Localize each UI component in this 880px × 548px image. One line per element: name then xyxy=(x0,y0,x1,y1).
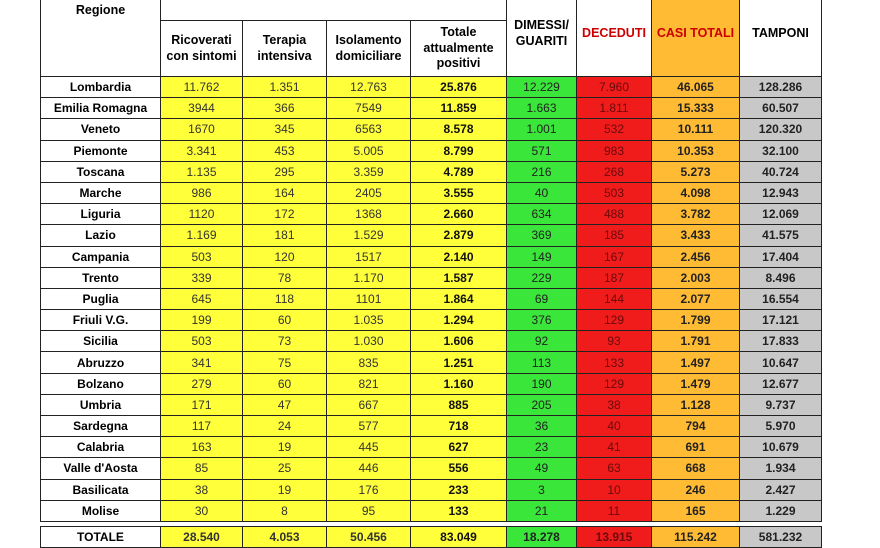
cell-home-isolation: 445 xyxy=(327,437,411,458)
cell-total-cases: 1.128 xyxy=(652,394,740,415)
cell-recovered: 634 xyxy=(507,204,577,225)
cell-home-isolation: 1517 xyxy=(327,246,411,267)
cell-region: Calabria xyxy=(41,437,161,458)
cell-region: Trento xyxy=(41,267,161,288)
cell-recovered: 229 xyxy=(507,267,577,288)
cell-tests: 17.833 xyxy=(740,331,822,352)
cell-region: Umbria xyxy=(41,394,161,415)
cell-recovered: 23 xyxy=(507,437,577,458)
cell-hospitalized: 199 xyxy=(161,310,243,331)
cell-currently-positive: 627 xyxy=(411,437,507,458)
cell-intensive-care: 295 xyxy=(243,161,327,182)
cell-region: Bolzano xyxy=(41,373,161,394)
cell-currently-positive: 3.555 xyxy=(411,182,507,203)
total-total-cases: 115.242 xyxy=(652,526,740,547)
cell-recovered: 149 xyxy=(507,246,577,267)
cell-tests: 1.229 xyxy=(740,500,822,521)
cell-intensive-care: 47 xyxy=(243,394,327,415)
table-row xyxy=(41,331,822,352)
cell-region: Sardegna xyxy=(41,416,161,437)
table-row xyxy=(41,77,822,98)
cell-intensive-care: 164 xyxy=(243,182,327,203)
cell-region: Abruzzo xyxy=(41,352,161,373)
cell-deaths: 129 xyxy=(577,310,652,331)
cell-region: Marche xyxy=(41,182,161,203)
cell-home-isolation: 176 xyxy=(327,479,411,500)
cell-region: Sicilia xyxy=(41,331,161,352)
cell-total-cases: 46.065 xyxy=(652,77,740,98)
cell-currently-positive: 8.578 xyxy=(411,119,507,140)
table-row xyxy=(41,373,822,394)
cell-total-cases: 2.077 xyxy=(652,288,740,309)
table-row xyxy=(41,352,822,373)
total-currently-positive: 83.049 xyxy=(411,526,507,547)
cell-recovered: 1.001 xyxy=(507,119,577,140)
cell-recovered: 12.229 xyxy=(507,77,577,98)
cell-deaths: 7.960 xyxy=(577,77,652,98)
cell-intensive-care: 60 xyxy=(243,373,327,394)
table-row xyxy=(41,394,822,415)
table-row xyxy=(41,98,822,119)
cell-total-cases: 668 xyxy=(652,458,740,479)
cell-recovered: 21 xyxy=(507,500,577,521)
cell-currently-positive: 1.864 xyxy=(411,288,507,309)
cell-total-cases: 246 xyxy=(652,479,740,500)
cell-tests: 60.507 xyxy=(740,98,822,119)
table-row xyxy=(41,479,822,500)
cell-deaths: 983 xyxy=(577,140,652,161)
cell-region: Lombardia xyxy=(41,77,161,98)
cell-hospitalized: 171 xyxy=(161,394,243,415)
cell-total-cases: 5.273 xyxy=(652,161,740,182)
cell-hospitalized: 1.169 xyxy=(161,225,243,246)
cell-total-cases: 2.003 xyxy=(652,267,740,288)
col-header-total-cases: CASI TOTALI xyxy=(652,0,740,77)
cell-recovered: 113 xyxy=(507,352,577,373)
cell-tests: 5.970 xyxy=(740,416,822,437)
total-hospitalized: 28.540 xyxy=(161,526,243,547)
cell-recovered: 3 xyxy=(507,479,577,500)
cell-region: Campania xyxy=(41,246,161,267)
table-row xyxy=(41,161,822,182)
cell-hospitalized: 1670 xyxy=(161,119,243,140)
cell-intensive-care: 25 xyxy=(243,458,327,479)
cell-recovered: 216 xyxy=(507,161,577,182)
cell-recovered: 69 xyxy=(507,288,577,309)
cell-total-cases: 15.333 xyxy=(652,98,740,119)
cell-hospitalized: 339 xyxy=(161,267,243,288)
cell-home-isolation: 1.030 xyxy=(327,331,411,352)
cell-deaths: 503 xyxy=(577,182,652,203)
table-row xyxy=(41,182,822,203)
total-home-isolation: 50.456 xyxy=(327,526,411,547)
cell-recovered: 1.663 xyxy=(507,98,577,119)
table-row xyxy=(41,119,822,140)
table-row xyxy=(41,204,822,225)
cell-intensive-care: 73 xyxy=(243,331,327,352)
cell-deaths: 93 xyxy=(577,331,652,352)
total-deaths: 13.915 xyxy=(577,526,652,547)
cell-deaths: 129 xyxy=(577,373,652,394)
col-header-recovered: DIMESSI/ GUARITI xyxy=(507,0,577,77)
cell-intensive-care: 78 xyxy=(243,267,327,288)
cell-intensive-care: 366 xyxy=(243,98,327,119)
col-header-deaths: DECEDUTI xyxy=(577,0,652,77)
cell-intensive-care: 19 xyxy=(243,479,327,500)
cell-recovered: 92 xyxy=(507,331,577,352)
cell-tests: 12.677 xyxy=(740,373,822,394)
col-header-hospitalized: Ricoverati con sintomi xyxy=(161,21,243,77)
cell-region: Lazio xyxy=(41,225,161,246)
cell-deaths: 11 xyxy=(577,500,652,521)
cell-region: Friuli V.G. xyxy=(41,310,161,331)
cell-total-cases: 3.433 xyxy=(652,225,740,246)
cell-deaths: 268 xyxy=(577,161,652,182)
cell-total-cases: 2.456 xyxy=(652,246,740,267)
total-tests: 581.232 xyxy=(740,526,822,547)
cell-tests: 12.069 xyxy=(740,204,822,225)
cell-total-cases: 1.799 xyxy=(652,310,740,331)
cell-region: Basilicata xyxy=(41,479,161,500)
cell-home-isolation: 6563 xyxy=(327,119,411,140)
cell-hospitalized: 3944 xyxy=(161,98,243,119)
table-row xyxy=(41,140,822,161)
total-recovered: 18.278 xyxy=(507,526,577,547)
cell-tests: 10.647 xyxy=(740,352,822,373)
cell-home-isolation: 446 xyxy=(327,458,411,479)
cell-recovered: 571 xyxy=(507,140,577,161)
cell-tests: 2.427 xyxy=(740,479,822,500)
cell-intensive-care: 19 xyxy=(243,437,327,458)
cell-home-isolation: 3.359 xyxy=(327,161,411,182)
cell-hospitalized: 30 xyxy=(161,500,243,521)
cell-home-isolation: 12.763 xyxy=(327,77,411,98)
cell-recovered: 376 xyxy=(507,310,577,331)
cell-tests: 12.943 xyxy=(740,182,822,203)
col-header-region: Regione xyxy=(41,0,161,77)
total-region: TOTALE xyxy=(41,526,161,547)
table-header xyxy=(41,0,822,77)
cell-tests: 1.934 xyxy=(740,458,822,479)
cell-hospitalized: 11.762 xyxy=(161,77,243,98)
cell-region: Liguria xyxy=(41,204,161,225)
cell-deaths: 144 xyxy=(577,288,652,309)
cell-intensive-care: 120 xyxy=(243,246,327,267)
col-header-home-isolation: Isolamento domiciliare xyxy=(327,21,411,77)
cell-total-cases: 794 xyxy=(652,416,740,437)
cell-hospitalized: 38 xyxy=(161,479,243,500)
cell-home-isolation: 1.035 xyxy=(327,310,411,331)
cell-recovered: 190 xyxy=(507,373,577,394)
cell-hospitalized: 341 xyxy=(161,352,243,373)
cell-intensive-care: 60 xyxy=(243,310,327,331)
cell-intensive-care: 8 xyxy=(243,500,327,521)
cell-deaths: 38 xyxy=(577,394,652,415)
cell-total-cases: 691 xyxy=(652,437,740,458)
cell-deaths: 187 xyxy=(577,267,652,288)
cell-region: Puglia xyxy=(41,288,161,309)
cell-hospitalized: 117 xyxy=(161,416,243,437)
cell-hospitalized: 1.135 xyxy=(161,161,243,182)
cell-tests: 128.286 xyxy=(740,77,822,98)
cell-currently-positive: 885 xyxy=(411,394,507,415)
cell-intensive-care: 24 xyxy=(243,416,327,437)
cell-region: Molise xyxy=(41,500,161,521)
cell-intensive-care: 453 xyxy=(243,140,327,161)
cell-intensive-care: 75 xyxy=(243,352,327,373)
cell-currently-positive: 1.294 xyxy=(411,310,507,331)
col-header-currently-positive: Totale attualmente positivi xyxy=(411,21,507,77)
cell-home-isolation: 1.529 xyxy=(327,225,411,246)
cell-hospitalized: 3.341 xyxy=(161,140,243,161)
cell-deaths: 41 xyxy=(577,437,652,458)
cell-currently-positive: 25.876 xyxy=(411,77,507,98)
cell-currently-positive: 556 xyxy=(411,458,507,479)
table-row xyxy=(41,458,822,479)
cell-deaths: 1.811 xyxy=(577,98,652,119)
cell-intensive-care: 181 xyxy=(243,225,327,246)
table-row xyxy=(41,310,822,331)
cell-currently-positive: 1.606 xyxy=(411,331,507,352)
cell-recovered: 369 xyxy=(507,225,577,246)
cell-home-isolation: 1101 xyxy=(327,288,411,309)
cell-region: Toscana xyxy=(41,161,161,182)
cell-intensive-care: 345 xyxy=(243,119,327,140)
cell-currently-positive: 2.660 xyxy=(411,204,507,225)
cell-hospitalized: 1120 xyxy=(161,204,243,225)
cell-total-cases: 10.111 xyxy=(652,119,740,140)
cell-home-isolation: 835 xyxy=(327,352,411,373)
cell-deaths: 10 xyxy=(577,479,652,500)
cell-tests: 17.121 xyxy=(740,310,822,331)
cell-currently-positive: 1.587 xyxy=(411,267,507,288)
cell-currently-positive: 1.160 xyxy=(411,373,507,394)
cell-deaths: 40 xyxy=(577,416,652,437)
cell-tests: 16.554 xyxy=(740,288,822,309)
cell-hospitalized: 503 xyxy=(161,331,243,352)
cell-hospitalized: 85 xyxy=(161,458,243,479)
cell-home-isolation: 7549 xyxy=(327,98,411,119)
cell-deaths: 488 xyxy=(577,204,652,225)
cell-total-cases: 3.782 xyxy=(652,204,740,225)
cell-hospitalized: 279 xyxy=(161,373,243,394)
cell-region: Veneto xyxy=(41,119,161,140)
group-header-positive xyxy=(161,0,507,21)
cell-currently-positive: 718 xyxy=(411,416,507,437)
cell-total-cases: 1.479 xyxy=(652,373,740,394)
cell-deaths: 167 xyxy=(577,246,652,267)
cell-currently-positive: 2.879 xyxy=(411,225,507,246)
cell-hospitalized: 503 xyxy=(161,246,243,267)
cell-intensive-care: 1.351 xyxy=(243,77,327,98)
total-intensive-care: 4.053 xyxy=(243,526,327,547)
cell-home-isolation: 1368 xyxy=(327,204,411,225)
totals-row xyxy=(41,526,822,547)
cell-currently-positive: 233 xyxy=(411,479,507,500)
cell-recovered: 36 xyxy=(507,416,577,437)
cell-home-isolation: 5.005 xyxy=(327,140,411,161)
cell-home-isolation: 667 xyxy=(327,394,411,415)
cell-currently-positive: 8.799 xyxy=(411,140,507,161)
cell-total-cases: 4.098 xyxy=(652,182,740,203)
cell-recovered: 49 xyxy=(507,458,577,479)
cell-tests: 41.575 xyxy=(740,225,822,246)
cell-hospitalized: 986 xyxy=(161,182,243,203)
cell-region: Emilia Romagna xyxy=(41,98,161,119)
cell-currently-positive: 2.140 xyxy=(411,246,507,267)
cell-deaths: 185 xyxy=(577,225,652,246)
table-row xyxy=(41,288,822,309)
table-row xyxy=(41,267,822,288)
table-row xyxy=(41,416,822,437)
cell-home-isolation: 95 xyxy=(327,500,411,521)
cell-currently-positive: 133 xyxy=(411,500,507,521)
cell-home-isolation: 1.170 xyxy=(327,267,411,288)
cell-home-isolation: 577 xyxy=(327,416,411,437)
cell-region: Valle d'Aosta xyxy=(41,458,161,479)
table-row xyxy=(41,246,822,267)
regions-table xyxy=(40,0,822,548)
table-row xyxy=(41,437,822,458)
col-header-intensive-care: Terapia intensiva xyxy=(243,21,327,77)
table-row xyxy=(41,225,822,246)
cell-total-cases: 165 xyxy=(652,500,740,521)
cell-deaths: 133 xyxy=(577,352,652,373)
cell-tests: 40.724 xyxy=(740,161,822,182)
cell-deaths: 532 xyxy=(577,119,652,140)
cell-intensive-care: 172 xyxy=(243,204,327,225)
cell-currently-positive: 4.789 xyxy=(411,161,507,182)
cell-tests: 9.737 xyxy=(740,394,822,415)
cell-hospitalized: 163 xyxy=(161,437,243,458)
cell-recovered: 205 xyxy=(507,394,577,415)
table-body xyxy=(41,77,822,548)
cell-total-cases: 1.791 xyxy=(652,331,740,352)
cell-tests: 17.404 xyxy=(740,246,822,267)
cell-home-isolation: 2405 xyxy=(327,182,411,203)
cell-tests: 8.496 xyxy=(740,267,822,288)
cell-total-cases: 10.353 xyxy=(652,140,740,161)
col-header-tests: TAMPONI xyxy=(740,0,822,77)
cell-tests: 32.100 xyxy=(740,140,822,161)
cell-tests: 120.320 xyxy=(740,119,822,140)
cell-total-cases: 1.497 xyxy=(652,352,740,373)
cell-currently-positive: 1.251 xyxy=(411,352,507,373)
cell-recovered: 40 xyxy=(507,182,577,203)
cell-deaths: 63 xyxy=(577,458,652,479)
cell-currently-positive: 11.859 xyxy=(411,98,507,119)
cell-tests: 10.679 xyxy=(740,437,822,458)
cell-intensive-care: 118 xyxy=(243,288,327,309)
table-row xyxy=(41,500,822,521)
cell-region: Piemonte xyxy=(41,140,161,161)
cell-hospitalized: 645 xyxy=(161,288,243,309)
cell-home-isolation: 821 xyxy=(327,373,411,394)
